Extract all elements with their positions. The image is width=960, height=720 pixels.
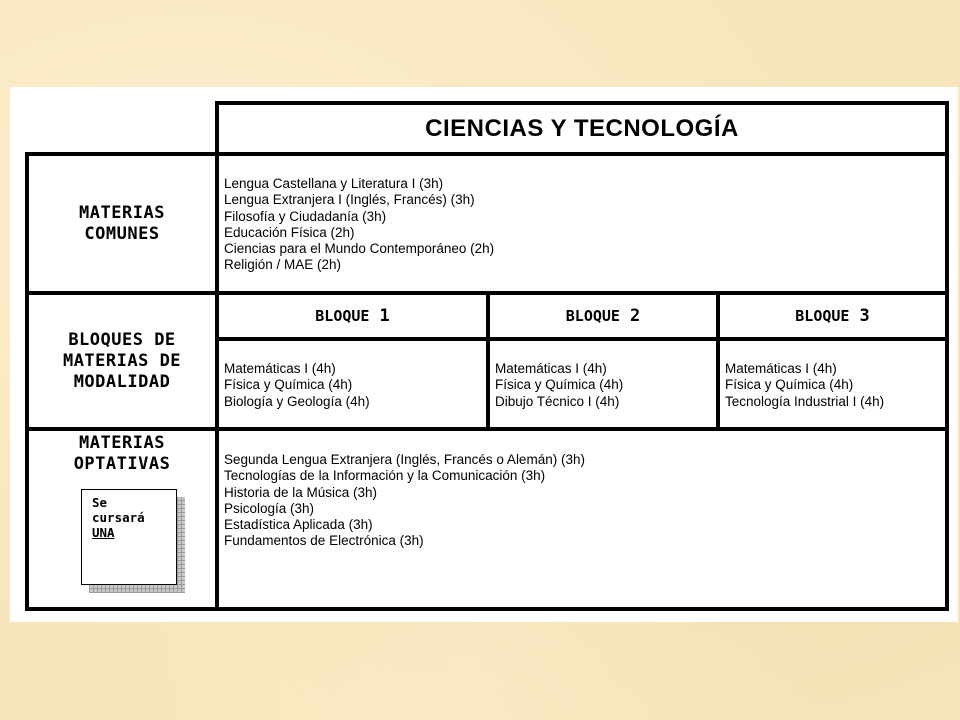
- list-item: Historia de la Música (3h): [224, 484, 378, 500]
- title-text: CIENCIAS Y TECNOLOGÍA: [425, 114, 739, 142]
- list-item: Ciencias para el Mundo Contemporáneo (2h): [224, 241, 495, 257]
- optativas-label-line: MATERIAS: [79, 433, 165, 453]
- bloque-3-subjects: [716, 337, 949, 431]
- modalidad-label-line: MATERIAS DE: [62, 350, 182, 371]
- note-line-underlined: UNA: [92, 525, 115, 540]
- comunes-label-cell: [25, 152, 219, 295]
- comunes-label-line: MATERIAS: [79, 202, 165, 223]
- note-box: [81, 489, 177, 585]
- list-item: Física y Química (4h): [495, 377, 624, 393]
- modalidad-label-cell: [25, 291, 219, 431]
- bloque-number: 3: [859, 306, 870, 326]
- bloque-1-subject-list: [224, 361, 486, 410]
- list-item: Biología y Geología (4h): [224, 393, 370, 409]
- list-item: Segunda Lengua Extranjera (Inglés, Francés o Alemán) (3h): [224, 452, 585, 467]
- table-title: [215, 101, 949, 156]
- bloque-2-header: [486, 291, 720, 341]
- optativas-label-line: OPTATIVAS: [73, 454, 171, 474]
- list-item: Lengua Castellana y Literatura I (3h): [224, 176, 444, 191]
- modalidad-label-line: MODALIDAD: [73, 371, 171, 392]
- list-item: Matemáticas I (4h): [725, 361, 837, 376]
- bloque-3-header: [716, 291, 949, 341]
- bloque-label: BLOQUE: [795, 307, 850, 325]
- list-item: Tecnologías de la Información y la Comunicación (3h): [224, 468, 546, 484]
- bloque-label: BLOQUE: [565, 307, 620, 325]
- bloque-1-header: [215, 291, 490, 341]
- comunes-label-line: COMUNES: [84, 223, 160, 244]
- note-line: Se: [92, 495, 108, 510]
- list-item: Religión / MAE (2h): [224, 257, 342, 273]
- list-item: Física y Química (4h): [725, 377, 854, 393]
- bloque-1-subjects: [215, 337, 490, 431]
- list-item: Matemáticas I (4h): [224, 361, 336, 376]
- list-item: Educación Física (2h): [224, 224, 355, 240]
- comunes-content-cell: [215, 152, 949, 295]
- list-item: Física y Química (4h): [224, 377, 353, 393]
- bloque-number: 1: [379, 306, 390, 326]
- list-item: Tecnología Industrial I (4h): [725, 393, 885, 409]
- list-item: Estadística Aplicada (3h): [224, 517, 373, 533]
- list-item: Psicología (3h): [224, 500, 315, 516]
- list-item: Fundamentos de Electrónica (3h): [224, 533, 424, 549]
- list-item: Matemáticas I (4h): [495, 361, 607, 376]
- modalidad-label-line: BLOQUES DE: [68, 329, 176, 350]
- bloque-3-subject-list: [725, 361, 945, 410]
- bloque-2-subject-list: [495, 361, 716, 410]
- note-line: cursará: [92, 510, 145, 525]
- optativas-subject-list: [224, 452, 945, 550]
- bloque-number: 2: [629, 306, 641, 326]
- list-item: Lengua Extranjera I (Inglés, Francés) (3h): [224, 192, 475, 208]
- optativas-content-cell: [215, 427, 949, 611]
- comunes-subject-list: [224, 176, 945, 274]
- list-item: Filosofía y Ciudadanía (3h): [224, 208, 387, 224]
- list-item: Dibujo Técnico I (4h): [495, 393, 620, 409]
- bloque-2-subjects: [486, 337, 720, 431]
- bloque-label: BLOQUE: [315, 307, 370, 325]
